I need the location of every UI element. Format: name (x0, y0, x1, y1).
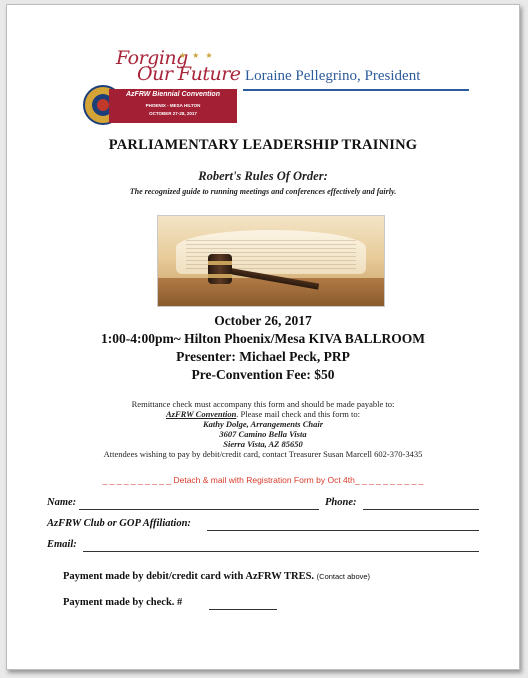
tagline: The recognized guide to running meetings and conferences effectively and fairly. (129, 187, 397, 196)
remittance-line: Remittance check must accompany this form and should be made payable to: (131, 399, 395, 409)
logo-stars-icon: ★ ★ ★ (179, 51, 215, 60)
address-line1: 3607 Camino Bella Vista (219, 429, 307, 439)
phone-label: Phone: (325, 497, 357, 508)
page-subtitle: Robert's Rules Of Order: (198, 169, 328, 183)
card-payment-option (63, 571, 370, 582)
check-payment-text: Payment made by check. # (63, 597, 183, 608)
email-field[interactable] (83, 551, 479, 552)
event-fee: Pre-Convention Fee: $50 (191, 367, 335, 382)
check-number-field[interactable] (209, 609, 277, 610)
logo-banner-venue: PHOENIX - MESA HILTON (145, 103, 201, 108)
card-payment-note: Attendees wishing to pay by debit/credit card, contact Treasurer Susan Marcell 602-370-3435 (103, 449, 423, 459)
mail-instructions: . Please mail check and this form to: (236, 409, 360, 419)
phone-field[interactable] (363, 509, 479, 510)
check-payment-option (63, 597, 182, 608)
remittance-payee-line (7, 409, 519, 419)
email-label: Email: (47, 539, 77, 550)
gavel-and-book-photo (157, 215, 385, 307)
card-payment-contact-note: (Contact above) (316, 572, 371, 581)
card-payment-text: Payment made by debit/credit card with AzFRW TRES. (63, 571, 315, 582)
page-title: PARLIAMENTARY LEADERSHIP TRAINING (108, 137, 418, 153)
logo-script-line1: Forging (116, 47, 188, 69)
event-time-location: 1:00-4:00pm~ Hilton Phoenix/Mesa KIVA BALLROOM (100, 331, 426, 346)
logo-banner-title: AzFRW Biennial Convention (126, 91, 220, 98)
name-label: Name: (47, 497, 77, 508)
president-underline (243, 89, 469, 91)
event-presenter: Presenter: Michael Peck, PRP (176, 349, 350, 364)
gavel-icon (208, 254, 232, 284)
president-name: Loraine Pellegrino, President (245, 68, 421, 84)
event-date: October 26, 2017 (214, 313, 312, 328)
name-field[interactable] (79, 509, 319, 510)
payee-name: AzFRW Convention (165, 409, 237, 419)
address-line2: Sierra Vista, AZ 85650 (223, 439, 303, 449)
club-field[interactable] (207, 530, 479, 531)
detach-line: _ _ _ _ _ _ _ _ _ _ Detach & mail with Registration Form by Oct 4th_ _ _ _ _ _ _ _ _ _ (102, 475, 424, 485)
convention-logo (83, 47, 243, 131)
contact-name: Kathy Dolge, Arrangements Chair (202, 419, 324, 429)
logo-script-line2: Our Future (137, 63, 241, 85)
flyer-page (6, 4, 520, 670)
club-label: AzFRW Club or GOP Affiliation: (47, 518, 191, 529)
logo-banner-dates: OCTOBER 27-28, 2017 (149, 111, 197, 116)
logo-banner (109, 89, 237, 123)
